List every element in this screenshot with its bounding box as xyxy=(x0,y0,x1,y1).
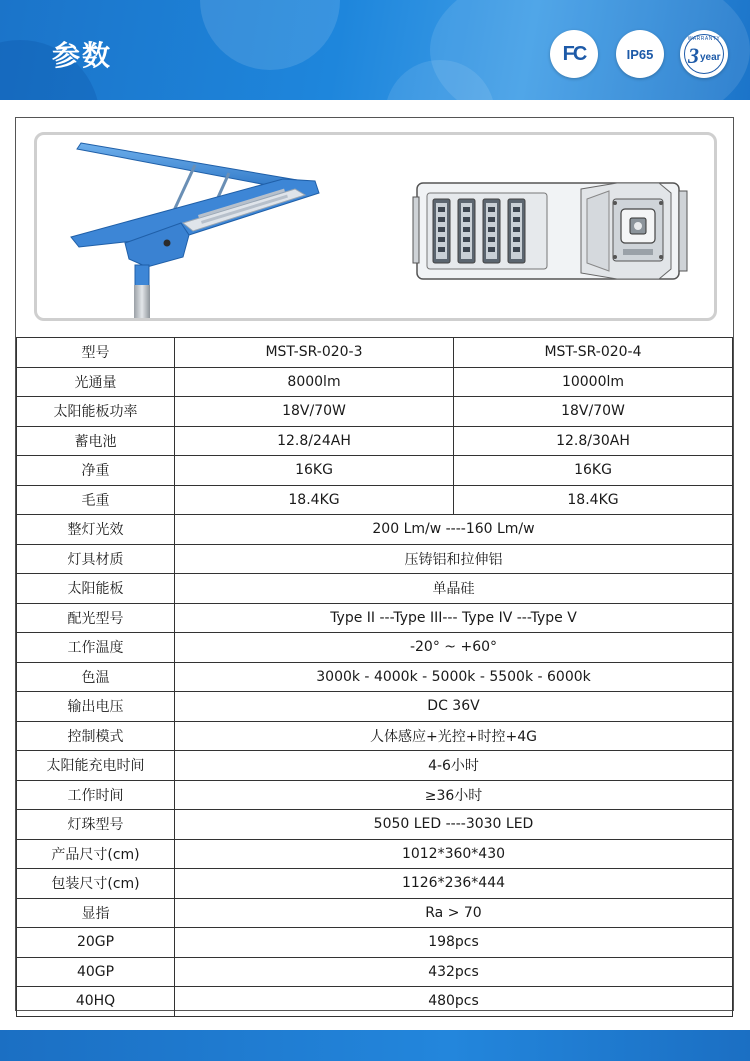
spec-value: 12.8/24AH xyxy=(175,426,454,456)
spec-label: 太阳能充电时间 xyxy=(17,751,175,781)
table-row xyxy=(17,574,733,604)
spec-value: 18V/70W xyxy=(175,397,454,427)
spec-value: 10000lm xyxy=(454,367,733,397)
table-row xyxy=(17,662,733,692)
table-row xyxy=(17,603,733,633)
product-image-panel xyxy=(34,132,717,321)
spec-label: 净重 xyxy=(17,456,175,486)
fc-logo-text: FC xyxy=(562,42,586,65)
spec-value: 16KG xyxy=(454,456,733,486)
table-row xyxy=(17,367,733,397)
spec-value: ≥36小时 xyxy=(175,780,733,810)
table-row xyxy=(17,426,733,456)
spec-label: 工作时间 xyxy=(17,780,175,810)
spec-label: 灯具材质 xyxy=(17,544,175,574)
spec-value: MST-SR-020-3 xyxy=(175,338,454,368)
table-row xyxy=(17,456,733,486)
table-row xyxy=(17,633,733,663)
spec-value: 432pcs xyxy=(175,957,733,987)
table-row xyxy=(17,544,733,574)
table-row xyxy=(17,839,733,869)
table-row xyxy=(17,987,733,1017)
page-title: 参数 xyxy=(52,39,113,72)
table-row xyxy=(17,751,733,781)
spec-value: 3000k - 4000k - 5000k - 5500k - 6000k xyxy=(175,662,733,692)
spec-value: 1126*236*444 xyxy=(175,869,733,899)
spec-value: Ra > 70 xyxy=(175,898,733,928)
warranty-badge xyxy=(680,30,728,78)
table-row xyxy=(17,928,733,958)
spec-value: 480pcs xyxy=(175,987,733,1017)
spec-value: -20° ~ +60° xyxy=(175,633,733,663)
spec-value: 12.8/30AH xyxy=(454,426,733,456)
spec-label: 控制模式 xyxy=(17,721,175,751)
spec-label: 整灯光效 xyxy=(17,515,175,545)
spec-label: 配光型号 xyxy=(17,603,175,633)
warranty-years: 3 xyxy=(688,43,699,68)
warranty-seal xyxy=(682,32,726,76)
spec-label: 太阳能板功率 xyxy=(17,397,175,427)
spec-label: 产品尺寸(cm) xyxy=(17,839,175,869)
page-footer-bar xyxy=(0,1030,750,1061)
warranty-arc-text: WARRANTY xyxy=(687,36,721,42)
table-row xyxy=(17,692,733,722)
solar-street-light-icon xyxy=(43,135,343,318)
warranty-unit: year xyxy=(700,52,721,63)
spec-value: MST-SR-020-4 xyxy=(454,338,733,368)
spec-table xyxy=(16,337,733,1017)
table-row xyxy=(17,810,733,840)
spec-value: 8000lm xyxy=(175,367,454,397)
spec-label: 40GP xyxy=(17,957,175,987)
spec-label: 蓄电池 xyxy=(17,426,175,456)
spec-label: 输出电压 xyxy=(17,692,175,722)
ip65-text: IP65 xyxy=(626,46,654,62)
spec-label: 40HQ xyxy=(17,987,175,1017)
table-row xyxy=(17,338,733,368)
decor-bubble xyxy=(200,0,340,70)
spec-value: Type II ---Type III--- Type IV ---Type V xyxy=(175,603,733,633)
ip65-badge xyxy=(616,30,664,78)
spec-label: 毛重 xyxy=(17,485,175,515)
table-row xyxy=(17,869,733,899)
spec-value: 18V/70W xyxy=(454,397,733,427)
spec-sheet-frame xyxy=(15,117,734,1011)
table-row xyxy=(17,898,733,928)
spec-label: 显指 xyxy=(17,898,175,928)
table-row xyxy=(17,721,733,751)
page-header xyxy=(0,0,750,100)
spec-value: 200 Lm/w ----160 Lm/w xyxy=(175,515,733,545)
spec-value: 单晶硅 xyxy=(175,574,733,604)
spec-label: 光通量 xyxy=(17,367,175,397)
spec-value: DC 36V xyxy=(175,692,733,722)
spec-value: 18.4KG xyxy=(175,485,454,515)
spec-label: 色温 xyxy=(17,662,175,692)
spec-value: 压铸铝和拉伸铝 xyxy=(175,544,733,574)
spec-label: 工作温度 xyxy=(17,633,175,663)
spec-value: 16KG xyxy=(175,456,454,486)
spec-value: 18.4KG xyxy=(454,485,733,515)
spec-label: 包装尺寸(cm) xyxy=(17,869,175,899)
table-row xyxy=(17,957,733,987)
table-row xyxy=(17,515,733,545)
spec-label: 型号 xyxy=(17,338,175,368)
led-module-top-view-icon xyxy=(411,177,691,287)
spec-value: 198pcs xyxy=(175,928,733,958)
table-row xyxy=(17,485,733,515)
table-row xyxy=(17,780,733,810)
spec-value: 人体感应+光控+时控+4G xyxy=(175,721,733,751)
spec-value: 5050 LED ----3030 LED xyxy=(175,810,733,840)
table-row xyxy=(17,397,733,427)
spec-label: 太阳能板 xyxy=(17,574,175,604)
spec-value: 4-6小时 xyxy=(175,751,733,781)
spec-label: 20GP xyxy=(17,928,175,958)
fc-certification-badge xyxy=(550,30,598,78)
spec-label: 灯珠型号 xyxy=(17,810,175,840)
spec-value: 1012*360*430 xyxy=(175,839,733,869)
